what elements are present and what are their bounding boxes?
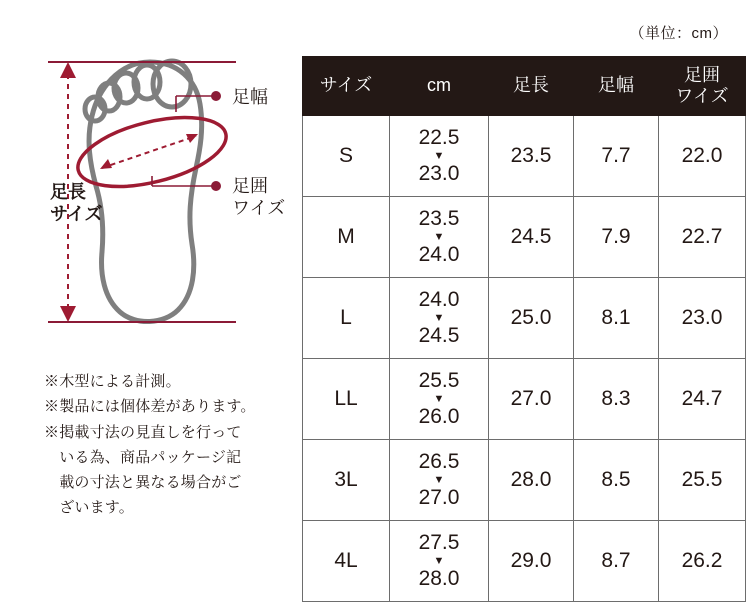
cell-foot-width: 7.7 <box>574 116 659 197</box>
table-row <box>303 440 746 521</box>
note-item: 載の寸法と異なる場合がご <box>44 474 242 492</box>
cell-size: 3L <box>303 440 390 521</box>
cm-to: 23.0 <box>418 162 460 186</box>
table-row <box>303 197 746 278</box>
cm-from: 23.5 <box>418 206 460 230</box>
cell-size: LL <box>303 359 390 440</box>
cm-to: 24.5 <box>418 324 460 348</box>
cm-to: 27.0 <box>418 486 460 510</box>
cm-from: 26.5 <box>418 449 460 473</box>
header-foot-girth-label2: ワイズ <box>675 86 729 106</box>
cell-foot-width: 8.7 <box>574 521 659 602</box>
header-size <box>303 57 390 116</box>
note-item: いる為、商品パッケージ記 <box>44 448 242 466</box>
cell-cm-range <box>390 278 489 359</box>
range-arrow-icon: ▼ <box>433 230 445 243</box>
header-foot-length-label: 足長 <box>513 75 549 96</box>
label-foot-length-1: 足長 <box>50 182 86 202</box>
label-foot-length-2: サイズ <box>50 204 103 224</box>
table-row <box>303 278 746 359</box>
cell-foot-width: 7.9 <box>574 197 659 278</box>
label-foot-width: 足幅 <box>232 87 268 107</box>
range-arrow-icon: ▼ <box>433 311 445 324</box>
size-table-head <box>303 57 746 116</box>
cell-foot-girth: 23.0 <box>659 278 746 359</box>
range-arrow-icon: ▼ <box>433 392 445 405</box>
cell-foot-girth: 24.7 <box>659 359 746 440</box>
size-table <box>302 56 746 602</box>
foot-width-measure-icon <box>100 134 198 169</box>
cell-foot-length: 23.5 <box>489 116 574 197</box>
table-row <box>303 521 746 602</box>
cm-from: 27.5 <box>418 530 460 554</box>
note-item: ざいます。 <box>44 499 135 517</box>
cm-from: 22.5 <box>418 125 460 149</box>
table-row <box>303 359 746 440</box>
cell-foot-length: 24.5 <box>489 197 574 278</box>
cell-foot-length: 27.0 <box>489 359 574 440</box>
cm-to: 24.0 <box>418 243 460 267</box>
note-item: ※製品には個体差があります。 <box>44 398 256 416</box>
cell-foot-width: 8.5 <box>574 440 659 521</box>
label-foot-girth-2: ワイズ <box>232 198 286 218</box>
header-foot-girth <box>659 57 746 116</box>
notes-block <box>44 370 294 522</box>
header-cm-label: cm <box>427 75 451 96</box>
note-item: ※木型による計測。 <box>44 373 181 390</box>
cell-cm-range <box>390 521 489 602</box>
header-size-label: サイズ <box>319 75 373 96</box>
size-table-body <box>303 116 746 602</box>
cell-foot-length: 25.0 <box>489 278 574 359</box>
note-item: ※掲載寸法の見直しを行って <box>44 423 242 441</box>
foot-girth-leader-icon <box>152 176 221 191</box>
cell-foot-width: 8.1 <box>574 278 659 359</box>
cell-cm-range <box>390 116 489 197</box>
unit-label: （単位：cm） <box>629 25 728 42</box>
range-arrow-icon: ▼ <box>433 149 445 162</box>
cell-cm-range <box>390 197 489 278</box>
label-foot-girth-1: 足囲 <box>232 176 268 196</box>
cm-to: 26.0 <box>418 405 460 429</box>
header-cm <box>390 57 489 116</box>
cell-foot-girth: 25.5 <box>659 440 746 521</box>
cell-foot-girth: 26.2 <box>659 521 746 602</box>
cm-from: 24.0 <box>418 287 460 311</box>
cm-to: 28.0 <box>418 567 460 591</box>
size-table-wrapper <box>302 56 730 602</box>
cell-size: S <box>303 116 390 197</box>
cell-foot-length: 28.0 <box>489 440 574 521</box>
foot-outline-icon <box>85 61 202 322</box>
cell-size: 4L <box>303 521 390 602</box>
cm-from: 25.5 <box>418 368 460 392</box>
cell-cm-range <box>390 440 489 521</box>
cell-cm-range <box>390 359 489 440</box>
cell-size: L <box>303 278 390 359</box>
header-foot-width <box>574 57 659 116</box>
cell-foot-length: 29.0 <box>489 521 574 602</box>
cell-foot-width: 8.3 <box>574 359 659 440</box>
range-arrow-icon: ▼ <box>433 554 445 567</box>
cell-foot-girth: 22.0 <box>659 116 746 197</box>
table-header-row <box>303 57 746 116</box>
table-row <box>303 116 746 197</box>
header-foot-length <box>489 57 574 116</box>
header-foot-width-label: 足幅 <box>598 75 634 96</box>
header-foot-girth-label1: 足囲 <box>684 64 720 85</box>
range-arrow-icon: ▼ <box>433 473 445 486</box>
cell-size: M <box>303 197 390 278</box>
cell-foot-girth: 22.7 <box>659 197 746 278</box>
